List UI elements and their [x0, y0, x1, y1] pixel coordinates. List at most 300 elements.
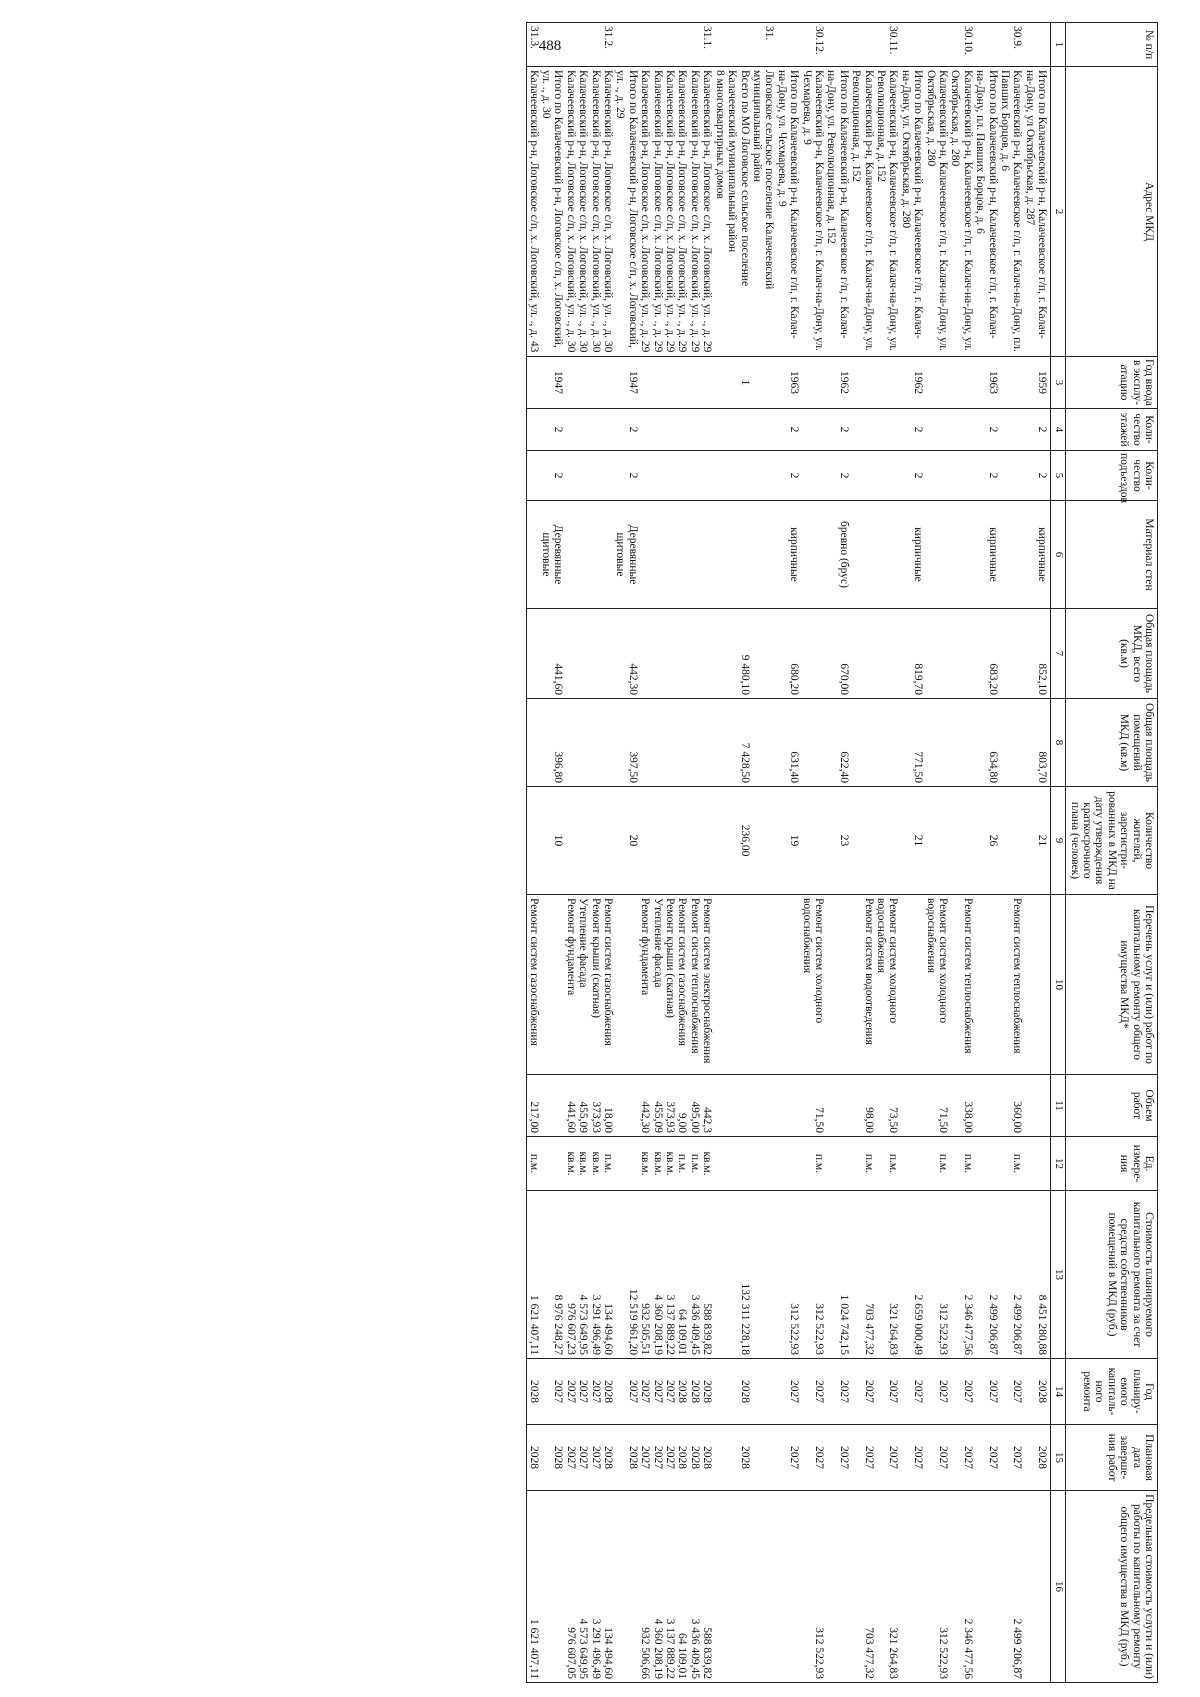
table-cell: 588 839,82: [701, 1491, 713, 1683]
table-cell: [540, 23, 565, 67]
table-row: [825, 23, 850, 1683]
table-cell: [713, 1191, 725, 1359]
table-cell: [614, 895, 639, 1075]
table-cell: [689, 409, 701, 451]
repair-plan-table: [526, 22, 1158, 1683]
column-header: Стоимость планируемого капитального ремонта за счет средств собственников помещений в МКД (руб.): [1066, 1191, 1158, 1359]
table-cell: 932 506,66: [639, 1491, 651, 1683]
table-row: [589, 23, 601, 1683]
table-cell: 2027: [577, 1425, 589, 1491]
table-cell: [676, 609, 688, 699]
table-cell: [589, 501, 601, 609]
table-cell: кв.м.: [577, 1137, 589, 1191]
table-cell: бревно (брус): [825, 501, 850, 609]
table-cell: [1023, 1491, 1050, 1683]
table-cell: 30.10.: [949, 23, 974, 67]
table-cell: [651, 23, 663, 67]
table-cell: 2028: [689, 1359, 701, 1425]
table-cell: Калачеевский р-н, Логовское с/п, х. Логовский, ул. ., д. 30: [602, 67, 614, 357]
table-cell: [974, 23, 999, 67]
table-cell: 1959: [1023, 357, 1050, 409]
table-cell: [689, 699, 701, 787]
table-cell: 312 522,93: [924, 1191, 949, 1359]
table-cell: 2028: [689, 1425, 701, 1491]
column-header: Год планиру-емого капиталь-ного ремонта: [1066, 1359, 1158, 1425]
table-cell: [577, 699, 589, 787]
table-cell: 396,80: [540, 699, 565, 787]
table-cell: 2027: [775, 1359, 800, 1425]
table-cell: Калачеевский р-н, Логовское с/п, х. Логовский, ул. ., д. 29: [651, 67, 663, 357]
table-cell: 30.11.: [875, 23, 900, 67]
table-cell: [751, 699, 776, 787]
table-cell: [540, 895, 565, 1075]
table-cell: 2027: [825, 1425, 850, 1491]
table-cell: [949, 699, 974, 787]
table-cell: 2027: [974, 1425, 999, 1491]
table-cell: 71,50: [800, 1075, 825, 1137]
table-cell: 2027: [651, 1425, 663, 1491]
table-cell: [602, 357, 614, 409]
table-cell: [800, 451, 825, 501]
table-cell: Ремонт систем газоснабжения: [602, 895, 614, 1075]
table-cell: 217,00: [527, 1075, 540, 1137]
column-number: 5: [1051, 451, 1066, 501]
table-cell: 134 494,60: [602, 1491, 614, 1683]
table-cell: [775, 1075, 800, 1137]
table-cell: 1 024 742,15: [825, 1191, 850, 1359]
table-cell: 26: [974, 787, 999, 895]
table-cell: [974, 1075, 999, 1137]
table-cell: 1963: [974, 357, 999, 409]
column-header: Коли-чество этажей: [1066, 409, 1158, 451]
table-cell: [751, 609, 776, 699]
table-cell: [701, 409, 713, 451]
table-cell: [850, 609, 875, 699]
table-cell: [924, 501, 949, 609]
table-cell: [564, 787, 576, 895]
table-cell: Калачеевский р-н, Логовское с/п, х. Логовский, ул. ., д. 29: [676, 67, 688, 357]
table-cell: [751, 895, 776, 1075]
table-row: [726, 23, 751, 1683]
table-cell: 2028: [676, 1359, 688, 1425]
table-cell: [664, 451, 676, 501]
table-row: [701, 23, 713, 1683]
column-header: Перечень услуг и (или) работ по капитальному ремонту общего имущества МКД*: [1066, 895, 1158, 1075]
table-cell: 2 499 206,87: [999, 1491, 1024, 1683]
table-cell: [701, 451, 713, 501]
table-cell: 30.12.: [800, 23, 825, 67]
table-cell: [875, 787, 900, 895]
table-cell: 442,3: [701, 1075, 713, 1137]
table-cell: [949, 409, 974, 451]
table-cell: 2027: [577, 1359, 589, 1425]
table-cell: [614, 1137, 639, 1191]
table-row: [639, 23, 651, 1683]
table-cell: 2028: [602, 1425, 614, 1491]
table-cell: 2 659 000,49: [899, 1191, 924, 1359]
table-cell: [850, 23, 875, 67]
table-cell: [651, 787, 663, 895]
table-cell: 852,10: [1023, 609, 1050, 699]
table-cell: [589, 609, 601, 699]
table-cell: [589, 357, 601, 409]
table-cell: 321 264,83: [875, 1191, 900, 1359]
table-cell: [639, 787, 651, 895]
table-cell: [676, 23, 688, 67]
table-cell: [949, 501, 974, 609]
table-cell: [713, 895, 725, 1075]
table-cell: [564, 23, 576, 67]
table-cell: 2027: [999, 1359, 1024, 1425]
table-cell: Ремонт систем теплоснабжения: [689, 895, 701, 1075]
table-row: [577, 23, 589, 1683]
table-cell: п.м.: [924, 1137, 949, 1191]
table-cell: [899, 23, 924, 67]
table-cell: п.м.: [676, 1137, 688, 1191]
table-row: [899, 23, 924, 1683]
table-cell: 2028: [540, 1425, 565, 1491]
table-cell: 30.9.: [999, 23, 1024, 67]
column-number-row: [1051, 23, 1066, 1683]
table-cell: Калачеевский р-н, Логовское с/п, х. Логовский, ул. ., д. 29: [664, 67, 676, 357]
table-cell: [800, 699, 825, 787]
table-cell: кирпичные: [775, 501, 800, 609]
table-cell: [713, 1075, 725, 1137]
table-cell: [676, 451, 688, 501]
table-cell: 21: [1023, 787, 1050, 895]
table-cell: Итого по Калачеевский р-н, Калачеевское г/п, г. Калач-на-Дону, пл. Павших Борцов, д. 6: [974, 67, 999, 357]
table-cell: 31.3.: [527, 23, 540, 67]
table-cell: [676, 357, 688, 409]
table-cell: [924, 699, 949, 787]
table-cell: Итого по Калачеевский р-н, Калачеевское г/п, г. Калач-на-Дону, ул. Чехмарева, д. 9: [775, 67, 800, 357]
table-cell: [713, 501, 725, 609]
table-cell: 588 839,82: [701, 1191, 713, 1359]
table-cell: 64 109,01: [676, 1491, 688, 1683]
table-cell: [689, 609, 701, 699]
table-cell: п.м.: [850, 1137, 875, 1191]
table-cell: 312 522,93: [800, 1191, 825, 1359]
table-cell: [527, 357, 540, 409]
table-cell: [726, 451, 751, 501]
table-cell: 2028: [602, 1359, 614, 1425]
table-cell: Калачеевский р-н, Логовское с/п, х. Логовский, ул. ., д. 30: [564, 67, 576, 357]
table-cell: [614, 23, 639, 67]
table-cell: Калачеевский р-н, Калачеевское г/п, г. Калач-на-Дону, ул. Чехмарева, д. 9: [800, 67, 825, 357]
table-cell: [639, 609, 651, 699]
table-cell: 2027: [924, 1359, 949, 1425]
table-cell: [924, 357, 949, 409]
table-cell: [726, 1491, 751, 1683]
table-row: [602, 23, 614, 1683]
table-cell: 18,00: [602, 1075, 614, 1137]
table-cell: Ремонт систем холодного водоснабжения: [924, 895, 949, 1075]
table-cell: [751, 357, 776, 409]
table-cell: Деревянные щитовые: [540, 501, 565, 609]
table-cell: [924, 23, 949, 67]
table-cell: [726, 1137, 751, 1191]
table-cell: 3 137 889,22: [664, 1191, 676, 1359]
table-cell: 360,00: [999, 1075, 1024, 1137]
table-cell: 71,50: [924, 1075, 949, 1137]
table-cell: [825, 895, 850, 1075]
table-cell: 2: [614, 451, 639, 501]
table-cell: [676, 409, 688, 451]
table-row: [924, 23, 949, 1683]
table-cell: [999, 451, 1024, 501]
column-header: Материал стен: [1066, 501, 1158, 609]
table-cell: Калачеевский р-н, Калачеевское г/п, г. Калач-на-Дону, ул. Революционная, д. 152: [850, 67, 875, 357]
table-cell: 819,70: [899, 609, 924, 699]
table-cell: [577, 609, 589, 699]
table-cell: п.м.: [689, 1137, 701, 1191]
table-cell: [949, 357, 974, 409]
table-cell: Ремонт систем холодного водоснабжения: [800, 895, 825, 1075]
table-cell: [775, 895, 800, 1075]
table-cell: [577, 787, 589, 895]
table-cell: 441,60: [564, 1075, 576, 1137]
column-header: Предельная стоимость услуги и (или) работы по капитальному ремонту общего имущества в МКД (руб.): [1066, 1491, 1158, 1683]
table-cell: 2027: [775, 1425, 800, 1491]
table-cell: Итого по Калачеевский р-н, Калачеевское г/п, г. Калач-на-Дону, ул. Октябрьская, д. 280: [899, 67, 924, 357]
table-cell: 31.2.: [602, 23, 614, 67]
table-cell: [577, 23, 589, 67]
table-cell: 442,30: [639, 1075, 651, 1137]
table-cell: Калачеевский р-н, Калачеевское г/п, г. Калач-на-Дону, ул. Октябрьская, д. 280: [949, 67, 974, 357]
table-cell: [577, 409, 589, 451]
table-cell: п.м.: [949, 1137, 974, 1191]
table-cell: [1023, 23, 1050, 67]
table-cell: Ремонт систем водоотведения: [850, 895, 875, 1075]
table-cell: [713, 357, 725, 409]
table-row: [999, 23, 1024, 1683]
table-cell: [527, 699, 540, 787]
table-cell: [651, 501, 663, 609]
table-cell: [701, 501, 713, 609]
table-cell: [676, 787, 688, 895]
column-number: 10: [1051, 895, 1066, 1075]
table-cell: 2028: [527, 1359, 540, 1425]
table-cell: [924, 609, 949, 699]
table-cell: [726, 23, 751, 67]
table-cell: Калачеевский р-н, Логовское с/п, х. Логовский, ул. ., д. 30: [577, 67, 589, 357]
table-cell: 23: [825, 787, 850, 895]
table-cell: 4 360 208,19: [651, 1491, 663, 1683]
table-cell: [825, 1137, 850, 1191]
table-cell: Калачеевский р-н, Логовское с/п, х. Логовский, ул. ., д. 29: [689, 67, 701, 357]
table-cell: [825, 1075, 850, 1137]
table-cell: 31.: [751, 23, 776, 67]
table-cell: Калачеевский р-н, Калачеевское г/п, г. Калач-на-Дону, ул. Октябрьская, д. 280: [924, 67, 949, 357]
table-cell: 2027: [949, 1425, 974, 1491]
table-cell: 1 621 407,11: [527, 1191, 540, 1359]
table-cell: 442,30: [614, 609, 639, 699]
table-cell: [800, 357, 825, 409]
table-cell: кв.м.: [639, 1137, 651, 1191]
column-number: 9: [1051, 787, 1066, 895]
table-row: [676, 23, 688, 1683]
table-cell: [651, 409, 663, 451]
table-cell: [564, 609, 576, 699]
table-cell: 771,50: [899, 699, 924, 787]
table-cell: 2027: [924, 1425, 949, 1491]
table-cell: 2027: [899, 1359, 924, 1425]
table-cell: 2027: [564, 1425, 576, 1491]
table-cell: [800, 609, 825, 699]
table-cell: [999, 787, 1024, 895]
table-cell: [924, 451, 949, 501]
table-cell: 2: [899, 409, 924, 451]
table-cell: [639, 409, 651, 451]
column-header: Плановая дата заверше-ния работ: [1066, 1425, 1158, 1491]
table-cell: п.м.: [800, 1137, 825, 1191]
table-cell: [751, 787, 776, 895]
table-cell: [676, 501, 688, 609]
table-cell: [564, 409, 576, 451]
table-cell: 20: [614, 787, 639, 895]
table-cell: [800, 787, 825, 895]
table-cell: [875, 409, 900, 451]
table-cell: 3 291 496,49: [589, 1191, 601, 1359]
table-cell: 2027: [875, 1425, 900, 1491]
table-row: [775, 23, 800, 1683]
table-cell: [875, 451, 900, 501]
table-cell: 98,00: [850, 1075, 875, 1137]
column-number: 13: [1051, 1191, 1066, 1359]
table-cell: 976 607,05: [564, 1491, 576, 1683]
table-cell: [589, 23, 601, 67]
table-cell: 321 264,83: [875, 1491, 900, 1683]
table-cell: 441,60: [540, 609, 565, 699]
column-number: 12: [1051, 1137, 1066, 1191]
table-cell: Калачеевский р-н, Логовское с/п, х. Логовский, ул. ., д. 29: [701, 67, 713, 357]
table-cell: 312 522,93: [800, 1491, 825, 1683]
table-cell: 2027: [651, 1359, 663, 1425]
table-cell: 670,00: [825, 609, 850, 699]
table-cell: [701, 609, 713, 699]
table-cell: 2: [825, 451, 850, 501]
table-cell: [751, 1191, 776, 1359]
table-cell: [602, 451, 614, 501]
table-cell: 2 346 477,56: [949, 1491, 974, 1683]
table-cell: [875, 501, 900, 609]
table-cell: 703 477,32: [850, 1191, 875, 1359]
table-cell: 1: [726, 357, 751, 409]
table-cell: [701, 357, 713, 409]
table-cell: Итого по Калачеевский р-н, Логовское с/п, х. Логовский, ул. ., д. 29: [614, 67, 639, 357]
table-cell: [949, 451, 974, 501]
table-cell: [713, 1491, 725, 1683]
table-cell: [651, 609, 663, 699]
table-cell: [527, 501, 540, 609]
table-cell: 397,50: [614, 699, 639, 787]
table-cell: [713, 609, 725, 699]
table-cell: 4 360 208,19: [651, 1191, 663, 1359]
table-cell: [589, 699, 601, 787]
table-cell: [664, 409, 676, 451]
table-cell: 4 573 649,95: [577, 1191, 589, 1359]
table-cell: Итого по Калачеевский р-н, Калачеевское г/п, г. Калач-на-Дону, ул. Революционная, д. 152: [825, 67, 850, 357]
table-cell: Калачеевский р-н, Калачеевское г/п, г. Калач-на-Дону, ул. Революционная, д. 152: [875, 67, 900, 357]
table-cell: [899, 1137, 924, 1191]
table-cell: Всего по МО Логовское сельское поселение Калачеевский муниципальный район: [726, 67, 751, 357]
table-cell: [713, 1359, 725, 1425]
table-cell: 3 436 409,45: [689, 1191, 701, 1359]
column-number: 15: [1051, 1425, 1066, 1491]
table-cell: 19: [775, 787, 800, 895]
table-cell: Деревянные щитовые: [614, 501, 639, 609]
table-cell: 2027: [589, 1359, 601, 1425]
table-cell: [701, 787, 713, 895]
table-row: [527, 23, 540, 1683]
table-cell: 631,40: [775, 699, 800, 787]
column-number: 4: [1051, 409, 1066, 451]
table-cell: [1023, 1075, 1050, 1137]
table-cell: 495,00: [689, 1075, 701, 1137]
column-number: 3: [1051, 357, 1066, 409]
table-cell: [875, 357, 900, 409]
table-cell: [726, 895, 751, 1075]
table-cell: 622,40: [825, 699, 850, 787]
table-cell: 9 480,10: [726, 609, 751, 699]
table-cell: 1962: [899, 357, 924, 409]
table-cell: [527, 609, 540, 699]
table-cell: [589, 451, 601, 501]
table-cell: 2 346 477,56: [949, 1191, 974, 1359]
table-row: [614, 23, 639, 1683]
table-cell: [651, 451, 663, 501]
table-row: [651, 23, 663, 1683]
table-cell: [751, 1359, 776, 1425]
table-cell: 73,50: [875, 1075, 900, 1137]
table-cell: 976 607,23: [564, 1191, 576, 1359]
table-cell: [664, 23, 676, 67]
table-cell: 2027: [589, 1425, 601, 1491]
table-cell: 3 137 889,22: [664, 1491, 676, 1683]
table-cell: кв.м.: [589, 1137, 601, 1191]
table-cell: [924, 787, 949, 895]
column-number: 1: [1051, 23, 1066, 67]
table-cell: кирпичные: [974, 501, 999, 609]
table-cell: 1 621 407,11: [527, 1491, 540, 1683]
table-cell: [949, 787, 974, 895]
table-cell: [689, 357, 701, 409]
table-row: [689, 23, 701, 1683]
table-cell: [775, 1491, 800, 1683]
table-cell: 703 477,32: [850, 1491, 875, 1683]
table-cell: Ремонт систем газоснабжения: [527, 895, 540, 1075]
table-cell: [875, 609, 900, 699]
table-cell: 2027: [850, 1359, 875, 1425]
table-cell: 2027: [800, 1425, 825, 1491]
table-cell: [564, 699, 576, 787]
table-cell: [751, 1075, 776, 1137]
table-cell: 373,93: [589, 1075, 601, 1137]
table-cell: п.м.: [875, 1137, 900, 1191]
table-cell: Калачеевский р-н, Логовское с/п, х. Логовский, ул. ., д. 43: [527, 67, 540, 357]
table-cell: [577, 451, 589, 501]
table-cell: [689, 451, 701, 501]
table-cell: [527, 787, 540, 895]
table-cell: [713, 787, 725, 895]
table-cell: [540, 1491, 565, 1683]
table-cell: 683,20: [974, 609, 999, 699]
table-cell: [1023, 1137, 1050, 1191]
table-cell: [999, 357, 1024, 409]
table-cell: 134 494,60: [602, 1191, 614, 1359]
table-cell: [540, 1075, 565, 1137]
table-cell: [850, 357, 875, 409]
